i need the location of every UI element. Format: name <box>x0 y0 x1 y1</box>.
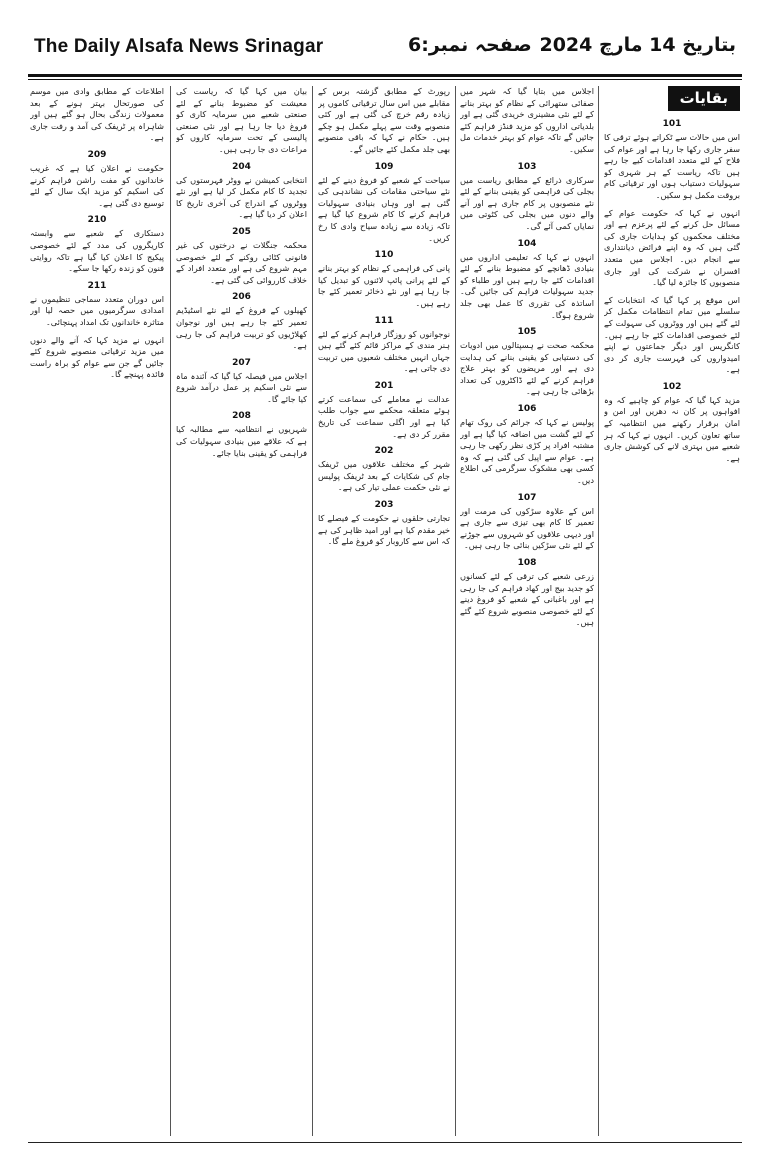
story-text: محکمہ جنگلات نے درختوں کی غیر قانونی کٹائی روکنے کے لئے خصوصی مہم شروع کی ہے اور متعدد افراد کے خلاف کارروائی کی گئی ہے۔ <box>176 239 307 285</box>
story-number: 110 <box>374 250 394 261</box>
story-text: سرکاری ذرائع کے مطابق ریاست میں بجلی کی فراہمی کو یقینی بنانے کے لئے نئے منصوبوں پر کام جاری ہے اور آنے والے دنوں میں بجلی کی کٹوتی میں نمایاں کمی آئے گی۔ <box>460 174 594 231</box>
story-number: 103 <box>517 161 537 172</box>
story-text: اس موقع پر کہا گیا کہ انتخابات کے سلسلے میں تمام انتظامات مکمل کر لئے گئے ہیں اور ووٹروں کی سہولت کے لئے خصوصی اقدامات کئے جا رہے ہیں۔ کانگریس اور دیگر جماعتوں نے اپنے امیدواروں کی فہرست جاری کر دی ہے۔ <box>604 294 740 375</box>
story-text: پانی کی فراہمی کے نظام کو بہتر بنانے کے لئے پرانی پائپ لائنوں کو تبدیل کیا جا رہا ہے اور نئے ذخائر تعمیر کئے جا رہے ہیں۔ <box>318 263 450 308</box>
story-number: 203 <box>374 500 394 511</box>
story-text: محکمہ صحت نے ہسپتالوں میں ادویات کی دستیابی کو یقینی بنانے کی ہدایت دی ہے اور مریضوں کو بہتر علاج فراہم کرنے کے لئے ڈاکٹروں کی تعداد بڑھائی جا رہی ہے۔ <box>460 340 594 397</box>
story-number: 101 <box>662 119 682 129</box>
story-text: بیان میں کہا گیا کہ ریاست کی معیشت کو مضبوط بنانے کے لئے صنعتی شعبے میں سرمایہ کاری کو فروغ دیا جا رہا ہے اور نئی صنعتی پالیسی کے تحت سرمایہ کاروں کو مراعات دی جا رہی ہیں۔ <box>176 86 307 154</box>
column-4 <box>176 86 307 1136</box>
story-number: 111 <box>374 315 394 326</box>
column-3 <box>318 86 450 1136</box>
story-number: 105 <box>517 327 537 338</box>
story-number: 205 <box>232 226 251 237</box>
paper-name: The Daily Alsafa News Srinagar <box>34 36 324 57</box>
story-text: نوجوانوں کو روزگار فراہم کرنے کے لئے ہنر مندی کے مراکز قائم کئے گئے ہیں جہاں انہیں مختلف شعبوں میں تربیت دی جاتی ہے۔ <box>318 328 450 374</box>
story-text: سیاحت کے شعبے کو فروغ دینے کے لئے نئے سیاحتی مقامات کی نشاندہی کی گئی ہے اور وہاں بنیادی سہولیات فراہم کرنے کا کام شروع کیا گیا ہے تاکہ زیادہ سے زیادہ سیاح وادی کا رخ کریں۔ <box>318 174 450 243</box>
story-number: 210 <box>87 215 107 226</box>
story-number: 106 <box>517 404 537 415</box>
story-text: انتخابی کمیشن نے ووٹر فہرستوں کی تجدید کا کام مکمل کر لیا ہے اور نئے ووٹروں کے اندراج کی آخری تاریخ کا اعلان کر دیا گیا ہے۔ <box>176 174 307 220</box>
story-text: پولیس نے کہا کہ جرائم کی روک تھام کے لئے گشت میں اضافہ کیا گیا ہے اور مشتبہ افراد پر کڑی نظر رکھی جا رہی ہے۔ عوام سے اپیل کی گئی ہے کہ وہ کسی بھی مشکوک سرگرمی کی اطلاع دیں۔ <box>460 417 594 486</box>
story-text: تجارتی حلقوں نے حکومت کے فیصلے کا خیر مقدم کیا ہے اور امید ظاہر کی ہے کہ اس سے کاروبار کو فروغ ملے گا۔ <box>318 513 450 547</box>
column-divider <box>455 86 456 1136</box>
column-1 <box>604 86 740 1136</box>
story-number: 211 <box>87 280 107 291</box>
column-divider <box>170 86 171 1136</box>
masthead-rule <box>28 74 742 77</box>
story-number: 102 <box>662 381 682 392</box>
column-divider <box>598 86 599 1136</box>
story-number: 206 <box>232 292 251 303</box>
story-text: مزید کہا گیا کہ عوام کو چاہیے کہ وہ افواہوں پر کان نہ دھریں اور امن و امان برقرار رکھنے میں انتظامیہ کے ساتھ تعاون کریں۔ انہوں نے کہا کہ ہر شعبے میں بہتری لانے کی کوشش جاری ہے۔ <box>604 394 740 463</box>
story-number: 104 <box>517 238 537 249</box>
story-number: 202 <box>374 446 394 457</box>
story-text: شہر کے مختلف علاقوں میں ٹریفک جام کی شکایات کے بعد ٹریفک پولیس نے نئی حکمت عملی تیار کی ہے۔ <box>318 459 450 493</box>
column-2 <box>460 86 594 1136</box>
story-text: اجلاس میں فیصلہ کیا گیا کہ آئندہ ماہ سے نئی اسکیم پر عمل درآمد شروع کیا جائے گا۔ <box>176 370 307 404</box>
masthead <box>28 28 742 74</box>
column-5 <box>30 86 164 1136</box>
story-text: انہوں نے مزید کہا کہ آنے والے دنوں میں مزید ترقیاتی منصوبے شروع کئے جائیں گے جن سے عوام کو براہ راست فائدہ پہنچے گا۔ <box>30 334 164 380</box>
story-text: انہوں نے کہا کہ حکومت عوام کے مسائل حل کرنے کے لئے پرعزم ہے اور مختلف محکموں کو ہدایات جاری کی گئی ہیں کہ وہ اپنے فرائض دیانتداری سے انجام دیں۔ اجلاس میں متعدد افسران نے شرکت کی اور جاری منصوبوں کا جائزہ لیا گیا۔ <box>604 207 740 288</box>
story-text: زرعی شعبے کی ترقی کے لئے کسانوں کو جدید بیج اور کھاد فراہم کی جا رہی ہے اور باغبانی کے شعبے کو فروغ دینے کے لئے خصوصی منصوبے شروع کئے گئے ہیں۔ <box>460 571 594 628</box>
story-text: شہریوں نے انتظامیہ سے مطالبہ کیا ہے کہ علاقے میں بنیادی سہولیات کی فراہمی کو یقینی بنایا جائے۔ <box>176 424 307 458</box>
story-text: اس دوران متعدد سماجی تنظیموں نے امدادی سرگرمیوں میں حصہ لیا اور متاثرہ خاندانوں تک امداد پہنچائی۔ <box>30 293 164 327</box>
column-divider <box>312 86 313 1136</box>
story-text: کھیلوں کے فروغ کے لئے نئے اسٹیڈیم تعمیر کئے جا رہے ہیں اور نوجوان کھلاڑیوں کو تربیت فراہم کی جا رہی ہے۔ <box>176 305 307 351</box>
story-text: اس میں حالات سے ٹکراتے ہوئے ترقی کا سفر جاری رکھا جا رہا ہے اور عوام کی فلاح کے لئے متعدد اقدامات کیے جا رہے ہیں تاکہ ریاست کے ہر شہری کو سہولیات دستیاب ہوں اور ترقیاتی کام بروقت مکمل ہو سکیں۔ <box>604 132 740 200</box>
story-number: 204 <box>232 161 251 172</box>
article-columns <box>28 86 742 1136</box>
story-text: انہوں نے کہا کہ تعلیمی اداروں میں بنیادی ڈھانچے کو مضبوط بنانے کے لئے اقدامات کئے جا رہے ہیں اور طلباء کو جدید سہولیات فراہم کی جائیں گی۔ اساتذہ کی تقرری کا عمل بھی جلد شروع ہوگا۔ <box>460 251 594 320</box>
story-number: 208 <box>232 411 251 422</box>
story-text: عدالت نے معاملے کی سماعت کرتے ہوئے متعلقہ محکمے سے جواب طلب کیا ہے اور اگلی سماعت کی تاریخ مقرر کر دی ہے۔ <box>318 393 450 439</box>
issue-date: بتاریخ 14 مارچ 2024 <box>539 34 736 56</box>
story-text: حکومت نے اعلان کیا ہے کہ غریب خاندانوں کو مفت راشن فراہم کرنے کی اسکیم کو مزید ایک سال کے لئے توسیع دی گئی ہے۔ <box>30 162 164 208</box>
story-text: اجلاس میں بتایا گیا کہ شہر میں صفائی ستھرائی کے نظام کو بہتر بنانے کے لئے نئی مشینری خریدی گئی ہے اور بلدیاتی اداروں کو مزید فنڈز فراہم کئے جائیں گے تاکہ عوام کو بہتر خدمات مل سکیں۔ <box>460 86 594 154</box>
footer-rule <box>28 1142 742 1143</box>
section-title: بقایات <box>668 86 740 111</box>
masthead-rule-thin <box>28 79 742 80</box>
story-number: 209 <box>87 149 107 160</box>
story-number: 107 <box>517 492 537 503</box>
story-text: رپورٹ کے مطابق گزشتہ برس کے مقابلے میں اس سال ترقیاتی کاموں پر زیادہ رقم خرچ کی گئی ہے اور کئی منصوبے وقت سے پہلے مکمل ہو چکے ہیں۔ حکام نے کہا کہ باقی منصوبے بھی جلد مکمل کئے جائیں گے۔ <box>318 86 450 154</box>
story-number: 109 <box>374 161 394 172</box>
page-number: صفحہ نمبر:6 <box>408 34 532 56</box>
story-number: 207 <box>232 357 251 368</box>
story-number: 201 <box>374 380 394 391</box>
story-text: اس کے علاوہ سڑکوں کی مرمت اور تعمیر کا کام بھی تیزی سے جاری ہے اور دیہی علاقوں کو شہروں سے جوڑنے کے لئے نئی سڑکیں بنائی جا رہی ہیں۔ <box>460 505 594 551</box>
story-number: 108 <box>517 558 537 568</box>
story-text: اطلاعات کے مطابق وادی میں موسم کی صورتحال بہتر ہونے کے بعد معمولات زندگی بحال ہو گئے ہیں اور شاہراہ پر ٹریفک کی آمد و رفت جاری ہے۔ <box>30 86 164 143</box>
story-text: دستکاری کے شعبے سے وابستہ کاریگروں کی مدد کے لئے خصوصی پیکیج کا اعلان کیا گیا ہے تاکہ روایتی فنون کو زندہ رکھا جا سکے۔ <box>30 228 164 274</box>
